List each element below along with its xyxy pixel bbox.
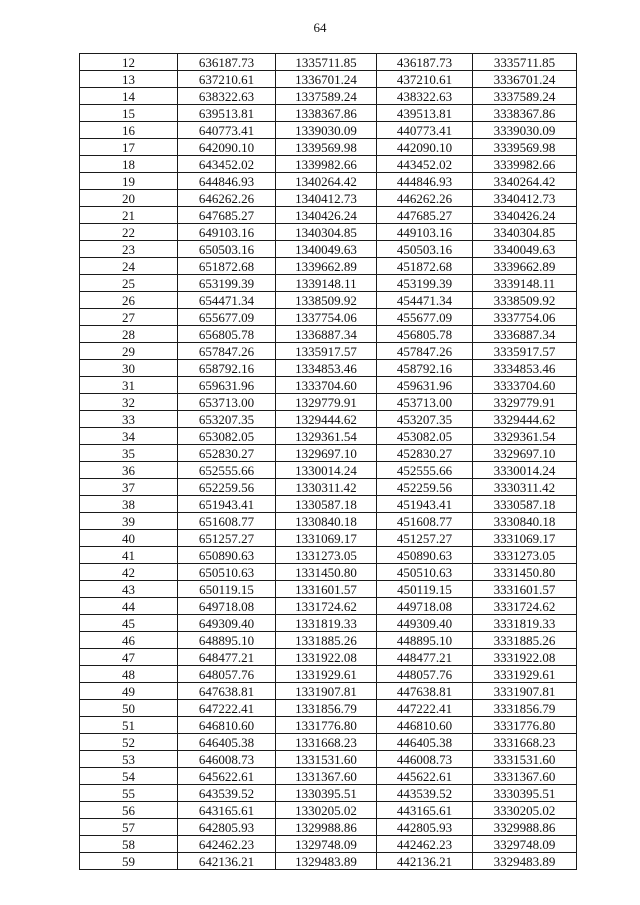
y1-cell: 1331273.05	[276, 547, 377, 564]
x1-cell: 647638.81	[178, 683, 276, 700]
x1-cell: 643165.61	[178, 802, 276, 819]
table-row	[80, 564, 577, 581]
point-number-cell: 46	[80, 632, 178, 649]
y2-cell: 3330311.42	[473, 479, 577, 496]
table-row	[80, 377, 577, 394]
point-number-cell: 30	[80, 360, 178, 377]
point-number-cell: 54	[80, 768, 178, 785]
y1-cell: 1338509.92	[276, 292, 377, 309]
x1-cell: 650119.15	[178, 581, 276, 598]
x1-cell: 642462.23	[178, 836, 276, 853]
x2-cell: 450510.63	[377, 564, 473, 581]
y2-cell: 3329988.86	[473, 819, 577, 836]
point-number-cell: 32	[80, 394, 178, 411]
x1-cell: 651257.27	[178, 530, 276, 547]
table-row	[80, 785, 577, 802]
x1-cell: 650510.63	[178, 564, 276, 581]
y1-cell: 1337754.06	[276, 309, 377, 326]
x1-cell: 647222.41	[178, 700, 276, 717]
x2-cell: 459631.96	[377, 377, 473, 394]
x2-cell: 453207.35	[377, 411, 473, 428]
table-row	[80, 71, 577, 88]
table-row	[80, 156, 577, 173]
x1-cell: 653082.05	[178, 428, 276, 445]
y2-cell: 3335711.85	[473, 54, 577, 71]
x1-cell: 650503.16	[178, 241, 276, 258]
x2-cell: 436187.73	[377, 54, 473, 71]
x1-cell: 648057.76	[178, 666, 276, 683]
x2-cell: 443452.02	[377, 156, 473, 173]
x1-cell: 648477.21	[178, 649, 276, 666]
x2-cell: 450890.63	[377, 547, 473, 564]
table-row	[80, 207, 577, 224]
y1-cell: 1329444.62	[276, 411, 377, 428]
point-number-cell: 15	[80, 105, 178, 122]
x1-cell: 643452.02	[178, 156, 276, 173]
y2-cell: 3340304.85	[473, 224, 577, 241]
x2-cell: 456805.78	[377, 326, 473, 343]
y2-cell: 3331922.08	[473, 649, 577, 666]
y1-cell: 1329483.89	[276, 853, 377, 870]
y2-cell: 3340049.63	[473, 241, 577, 258]
x2-cell: 453713.00	[377, 394, 473, 411]
point-number-cell: 35	[80, 445, 178, 462]
x1-cell: 646008.73	[178, 751, 276, 768]
point-number-cell: 19	[80, 173, 178, 190]
y2-cell: 3333704.60	[473, 377, 577, 394]
table-row	[80, 649, 577, 666]
y1-cell: 1331776.80	[276, 717, 377, 734]
x2-cell: 458792.16	[377, 360, 473, 377]
table-row	[80, 836, 577, 853]
y1-cell: 1340264.42	[276, 173, 377, 190]
point-number-cell: 27	[80, 309, 178, 326]
point-number-cell: 17	[80, 139, 178, 156]
x1-cell: 643539.52	[178, 785, 276, 802]
table-row	[80, 139, 577, 156]
y1-cell: 1329697.10	[276, 445, 377, 462]
point-number-cell: 57	[80, 819, 178, 836]
x1-cell: 650890.63	[178, 547, 276, 564]
y2-cell: 3331856.79	[473, 700, 577, 717]
x1-cell: 640773.41	[178, 122, 276, 139]
y1-cell: 1336887.34	[276, 326, 377, 343]
table-row	[80, 666, 577, 683]
y2-cell: 3331907.81	[473, 683, 577, 700]
point-number-cell: 20	[80, 190, 178, 207]
x2-cell: 437210.61	[377, 71, 473, 88]
y2-cell: 3337589.24	[473, 88, 577, 105]
y2-cell: 3335917.57	[473, 343, 577, 360]
table-row	[80, 326, 577, 343]
table-row	[80, 54, 577, 71]
x2-cell: 439513.81	[377, 105, 473, 122]
y2-cell: 3336887.34	[473, 326, 577, 343]
x2-cell: 447222.41	[377, 700, 473, 717]
table-row	[80, 343, 577, 360]
y1-cell: 1335711.85	[276, 54, 377, 71]
table-row	[80, 530, 577, 547]
x1-cell: 651943.41	[178, 496, 276, 513]
x1-cell: 647685.27	[178, 207, 276, 224]
y2-cell: 3331273.05	[473, 547, 577, 564]
point-number-cell: 31	[80, 377, 178, 394]
point-number-cell: 53	[80, 751, 178, 768]
point-number-cell: 37	[80, 479, 178, 496]
x2-cell: 440773.41	[377, 122, 473, 139]
table-row	[80, 309, 577, 326]
y1-cell: 1339662.89	[276, 258, 377, 275]
point-number-cell: 23	[80, 241, 178, 258]
y1-cell: 1331668.23	[276, 734, 377, 751]
x2-cell: 446008.73	[377, 751, 473, 768]
x2-cell: 444846.93	[377, 173, 473, 190]
point-number-cell: 13	[80, 71, 178, 88]
point-number-cell: 16	[80, 122, 178, 139]
point-number-cell: 38	[80, 496, 178, 513]
x2-cell: 454471.34	[377, 292, 473, 309]
y2-cell: 3334853.46	[473, 360, 577, 377]
y1-cell: 1333704.60	[276, 377, 377, 394]
y1-cell: 1338367.86	[276, 105, 377, 122]
y1-cell: 1331724.62	[276, 598, 377, 615]
table-row	[80, 632, 577, 649]
x1-cell: 651608.77	[178, 513, 276, 530]
point-number-cell: 45	[80, 615, 178, 632]
y2-cell: 3339982.66	[473, 156, 577, 173]
y2-cell: 3329444.62	[473, 411, 577, 428]
table-row	[80, 700, 577, 717]
y1-cell: 1340412.73	[276, 190, 377, 207]
x1-cell: 636187.73	[178, 54, 276, 71]
table-row	[80, 751, 577, 768]
y1-cell: 1330587.18	[276, 496, 377, 513]
y1-cell: 1337589.24	[276, 88, 377, 105]
point-number-cell: 51	[80, 717, 178, 734]
y1-cell: 1330205.02	[276, 802, 377, 819]
point-number-cell: 55	[80, 785, 178, 802]
y2-cell: 3331929.61	[473, 666, 577, 683]
point-number-cell: 40	[80, 530, 178, 547]
x1-cell: 656805.78	[178, 326, 276, 343]
y1-cell: 1339030.09	[276, 122, 377, 139]
y1-cell: 1331819.33	[276, 615, 377, 632]
y2-cell: 3337754.06	[473, 309, 577, 326]
x1-cell: 653713.00	[178, 394, 276, 411]
table-row	[80, 717, 577, 734]
y1-cell: 1329748.09	[276, 836, 377, 853]
x1-cell: 646810.60	[178, 717, 276, 734]
y2-cell: 3338367.86	[473, 105, 577, 122]
coordinates-table-container	[79, 53, 576, 870]
x1-cell: 652259.56	[178, 479, 276, 496]
x2-cell: 455677.09	[377, 309, 473, 326]
x2-cell: 452259.56	[377, 479, 473, 496]
x1-cell: 658792.16	[178, 360, 276, 377]
table-row	[80, 496, 577, 513]
y1-cell: 1330014.24	[276, 462, 377, 479]
y1-cell: 1330395.51	[276, 785, 377, 802]
y1-cell: 1331922.08	[276, 649, 377, 666]
y1-cell: 1331601.57	[276, 581, 377, 598]
table-row	[80, 615, 577, 632]
x1-cell: 649309.40	[178, 615, 276, 632]
y1-cell: 1330311.42	[276, 479, 377, 496]
x2-cell: 451608.77	[377, 513, 473, 530]
x2-cell: 449103.16	[377, 224, 473, 241]
y2-cell: 3336701.24	[473, 71, 577, 88]
y1-cell: 1336701.24	[276, 71, 377, 88]
point-number-cell: 25	[80, 275, 178, 292]
x1-cell: 653207.35	[178, 411, 276, 428]
x2-cell: 445622.61	[377, 768, 473, 785]
x2-cell: 446405.38	[377, 734, 473, 751]
y1-cell: 1340426.24	[276, 207, 377, 224]
point-number-cell: 58	[80, 836, 178, 853]
y1-cell: 1331450.80	[276, 564, 377, 581]
x1-cell: 646262.26	[178, 190, 276, 207]
table-row	[80, 428, 577, 445]
point-number-cell: 48	[80, 666, 178, 683]
y2-cell: 3329779.91	[473, 394, 577, 411]
x1-cell: 654471.34	[178, 292, 276, 309]
point-number-cell: 34	[80, 428, 178, 445]
x2-cell: 447685.27	[377, 207, 473, 224]
point-number-cell: 28	[80, 326, 178, 343]
table-row	[80, 241, 577, 258]
y2-cell: 3340426.24	[473, 207, 577, 224]
coordinates-table-body	[80, 54, 577, 870]
table-row	[80, 292, 577, 309]
y1-cell: 1334853.46	[276, 360, 377, 377]
x2-cell: 447638.81	[377, 683, 473, 700]
point-number-cell: 26	[80, 292, 178, 309]
x2-cell: 451872.68	[377, 258, 473, 275]
point-number-cell: 24	[80, 258, 178, 275]
x2-cell: 452830.27	[377, 445, 473, 462]
x2-cell: 438322.63	[377, 88, 473, 105]
y2-cell: 3330395.51	[473, 785, 577, 802]
y1-cell: 1329779.91	[276, 394, 377, 411]
x2-cell: 448057.76	[377, 666, 473, 683]
x1-cell: 652555.66	[178, 462, 276, 479]
point-number-cell: 36	[80, 462, 178, 479]
table-row	[80, 360, 577, 377]
point-number-cell: 29	[80, 343, 178, 360]
x2-cell: 448477.21	[377, 649, 473, 666]
x1-cell: 657847.26	[178, 343, 276, 360]
point-number-cell: 42	[80, 564, 178, 581]
x2-cell: 443165.61	[377, 802, 473, 819]
table-row	[80, 462, 577, 479]
y2-cell: 3331069.17	[473, 530, 577, 547]
point-number-cell: 56	[80, 802, 178, 819]
table-row	[80, 224, 577, 241]
y1-cell: 1331367.60	[276, 768, 377, 785]
y2-cell: 3338509.92	[473, 292, 577, 309]
y2-cell: 3329361.54	[473, 428, 577, 445]
y1-cell: 1339569.98	[276, 139, 377, 156]
page-number: 64	[313, 20, 327, 35]
x2-cell: 442462.23	[377, 836, 473, 853]
y1-cell: 1329361.54	[276, 428, 377, 445]
x2-cell: 448895.10	[377, 632, 473, 649]
y2-cell: 3339569.98	[473, 139, 577, 156]
x2-cell: 451943.41	[377, 496, 473, 513]
x1-cell: 649103.16	[178, 224, 276, 241]
y2-cell: 3339662.89	[473, 258, 577, 275]
y1-cell: 1330840.18	[276, 513, 377, 530]
x1-cell: 651872.68	[178, 258, 276, 275]
table-row	[80, 819, 577, 836]
y1-cell: 1331531.60	[276, 751, 377, 768]
point-number-cell: 47	[80, 649, 178, 666]
point-number-cell: 22	[80, 224, 178, 241]
table-row	[80, 275, 577, 292]
table-row	[80, 258, 577, 275]
y2-cell: 3339148.11	[473, 275, 577, 292]
y2-cell: 3330587.18	[473, 496, 577, 513]
y2-cell: 3330205.02	[473, 802, 577, 819]
x2-cell: 449309.40	[377, 615, 473, 632]
point-number-cell: 41	[80, 547, 178, 564]
y2-cell: 3329483.89	[473, 853, 577, 870]
y1-cell: 1331856.79	[276, 700, 377, 717]
y2-cell: 3331531.60	[473, 751, 577, 768]
x2-cell: 450119.15	[377, 581, 473, 598]
y2-cell: 3329748.09	[473, 836, 577, 853]
point-number-cell: 21	[80, 207, 178, 224]
x2-cell: 453199.39	[377, 275, 473, 292]
point-number-cell: 39	[80, 513, 178, 530]
y2-cell: 3331601.57	[473, 581, 577, 598]
point-number-cell: 33	[80, 411, 178, 428]
table-row	[80, 173, 577, 190]
y2-cell: 3331776.80	[473, 717, 577, 734]
table-row	[80, 598, 577, 615]
table-row	[80, 513, 577, 530]
y2-cell: 3330840.18	[473, 513, 577, 530]
table-row	[80, 88, 577, 105]
point-number-cell: 18	[80, 156, 178, 173]
x2-cell: 452555.66	[377, 462, 473, 479]
point-number-cell: 50	[80, 700, 178, 717]
x1-cell: 642090.10	[178, 139, 276, 156]
x1-cell: 652830.27	[178, 445, 276, 462]
x2-cell: 449718.08	[377, 598, 473, 615]
x2-cell: 446262.26	[377, 190, 473, 207]
table-row	[80, 411, 577, 428]
y1-cell: 1335917.57	[276, 343, 377, 360]
table-row	[80, 122, 577, 139]
y2-cell: 3330014.24	[473, 462, 577, 479]
y1-cell: 1331069.17	[276, 530, 377, 547]
x1-cell: 639513.81	[178, 105, 276, 122]
x1-cell: 638322.63	[178, 88, 276, 105]
y1-cell: 1340304.85	[276, 224, 377, 241]
x1-cell: 644846.93	[178, 173, 276, 190]
x2-cell: 443539.52	[377, 785, 473, 802]
x1-cell: 637210.61	[178, 71, 276, 88]
point-number-cell: 49	[80, 683, 178, 700]
table-row	[80, 768, 577, 785]
table-row	[80, 734, 577, 751]
x2-cell: 450503.16	[377, 241, 473, 258]
y2-cell: 3340412.73	[473, 190, 577, 207]
x1-cell: 642805.93	[178, 819, 276, 836]
x2-cell: 442805.93	[377, 819, 473, 836]
x2-cell: 451257.27	[377, 530, 473, 547]
y2-cell: 3329697.10	[473, 445, 577, 462]
x1-cell: 659631.96	[178, 377, 276, 394]
table-row	[80, 853, 577, 870]
x1-cell: 653199.39	[178, 275, 276, 292]
y2-cell: 3339030.09	[473, 122, 577, 139]
y1-cell: 1339982.66	[276, 156, 377, 173]
x2-cell: 446810.60	[377, 717, 473, 734]
x1-cell: 646405.38	[178, 734, 276, 751]
y1-cell: 1331885.26	[276, 632, 377, 649]
table-row	[80, 547, 577, 564]
x2-cell: 442136.21	[377, 853, 473, 870]
coordinates-table	[79, 53, 577, 870]
table-row	[80, 479, 577, 496]
y2-cell: 3331668.23	[473, 734, 577, 751]
table-row	[80, 581, 577, 598]
x1-cell: 649718.08	[178, 598, 276, 615]
table-row	[80, 394, 577, 411]
x2-cell: 457847.26	[377, 343, 473, 360]
table-row	[80, 683, 577, 700]
point-number-cell: 59	[80, 853, 178, 870]
y2-cell: 3331885.26	[473, 632, 577, 649]
y1-cell: 1340049.63	[276, 241, 377, 258]
x1-cell: 642136.21	[178, 853, 276, 870]
table-row	[80, 445, 577, 462]
y1-cell: 1329988.86	[276, 819, 377, 836]
point-number-cell: 52	[80, 734, 178, 751]
x2-cell: 453082.05	[377, 428, 473, 445]
y1-cell: 1339148.11	[276, 275, 377, 292]
x1-cell: 655677.09	[178, 309, 276, 326]
point-number-cell: 43	[80, 581, 178, 598]
y2-cell: 3331450.80	[473, 564, 577, 581]
y1-cell: 1331907.81	[276, 683, 377, 700]
y2-cell: 3340264.42	[473, 173, 577, 190]
point-number-cell: 14	[80, 88, 178, 105]
table-row	[80, 190, 577, 207]
table-row	[80, 105, 577, 122]
y2-cell: 3331819.33	[473, 615, 577, 632]
table-row	[80, 802, 577, 819]
y2-cell: 3331724.62	[473, 598, 577, 615]
x2-cell: 442090.10	[377, 139, 473, 156]
point-number-cell: 44	[80, 598, 178, 615]
y2-cell: 3331367.60	[473, 768, 577, 785]
x1-cell: 648895.10	[178, 632, 276, 649]
x1-cell: 645622.61	[178, 768, 276, 785]
point-number-cell: 12	[80, 54, 178, 71]
y1-cell: 1331929.61	[276, 666, 377, 683]
